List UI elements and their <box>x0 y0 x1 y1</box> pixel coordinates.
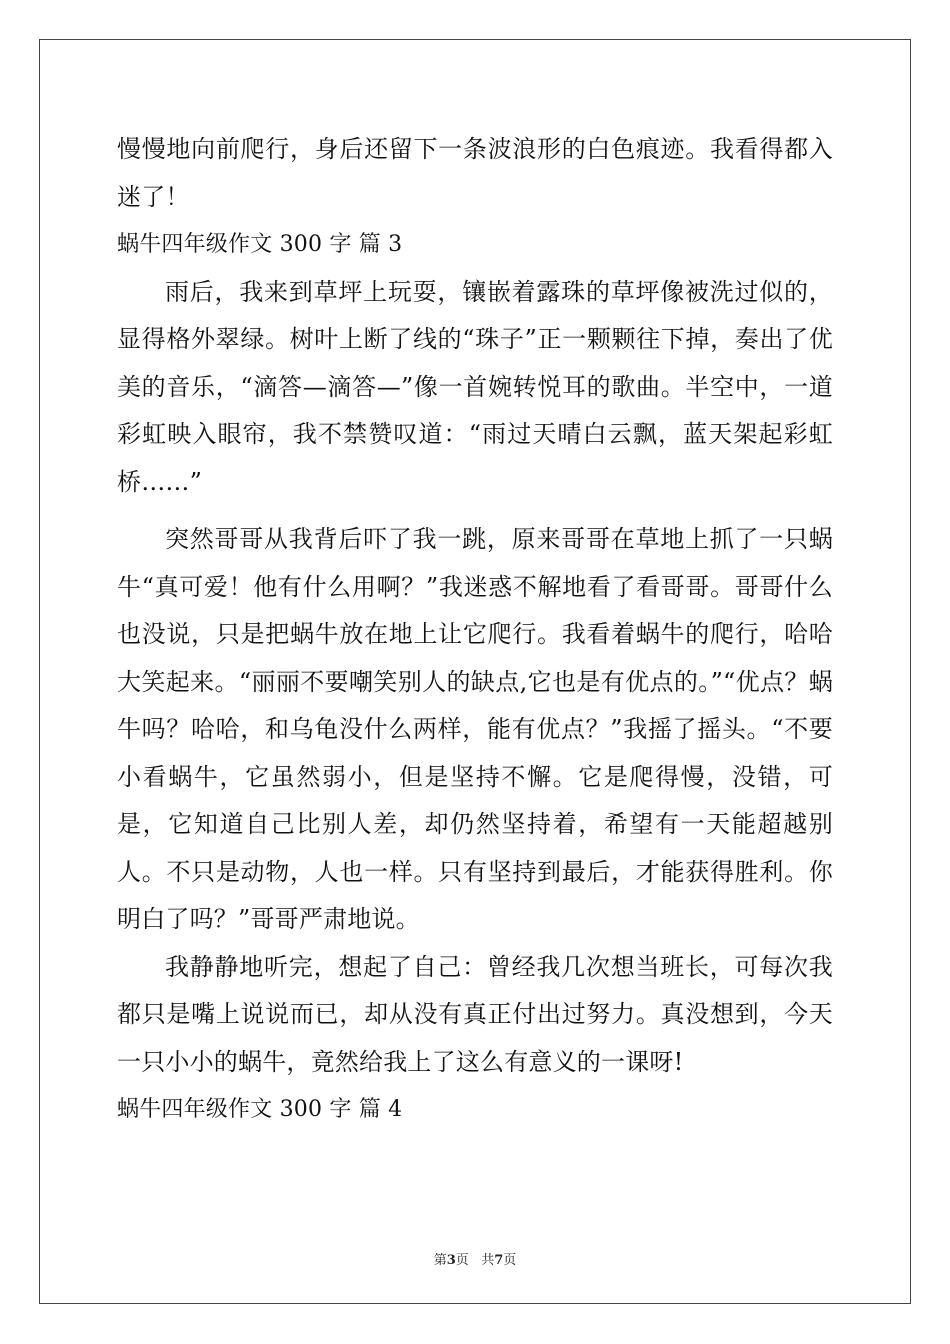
paragraph-reflection: 我静静地听完，想起了自己：曾经我几次想当班长，可每次我都只是嘴上说说而已，却从没有真正付出过努力。真没想到，今天一只小小的蜗牛，竟然给我上了这么有意义的一课呀! <box>117 952 833 1076</box>
section-heading-4: 蜗牛四年级作文 300 字 篇 4 <box>117 1097 403 1122</box>
footer-prefix: 第 <box>433 1253 447 1268</box>
section-heading-3: 蜗牛四年级作文 300 字 篇 3 <box>117 232 403 257</box>
paragraph-rain: 雨后，我来到草坪上玩耍，镶嵌着露珠的草坪像被洗过似的，显得格外翠绿。树叶上断了线的“珠子”正一颗颗往下掉，奏出了优美的音乐，“滴答—滴答—”像一首婉转悦耳的歌曲。半空中，一道彩虹映入眼帘，我不禁赞叹道：“雨过天晴白云飘，蓝天架起彩虹桥……” <box>117 277 833 496</box>
page-footer <box>0 1249 950 1268</box>
paragraph-continuation: 慢慢地向前爬行，身后还留下一条波浪形的白色痕迹。我看得都入迷了！ <box>117 135 833 211</box>
footer-total-pages: 7 <box>494 1253 504 1268</box>
paragraph-brother: 突然哥哥从我背后吓了我一跳，原来哥哥在草地上抓了一只蜗牛“真可爱！他有什么用啊？”我迷惑不解地看了看哥哥。哥哥什么也没说，只是把蜗牛放在地上让它爬行。我看着蜗牛的爬行，哈哈大笑起来。“丽丽不要嘲笑别人的缺点,它也是有优点的。”“优点？蜗牛吗？哈哈，和乌龟没什么两样，能有优点？”我摇了摇头。“不要小看蜗牛，它虽然弱小，但是坚持不懈。它是爬得慢，没错，可是，它知道自己比别人差，却仍然坚持着，希望有一天能超越别人。不只是动物，人也一样。只有坚持到最后，才能获得胜利。你明白了吗？”哥哥严肃地说。 <box>117 525 833 933</box>
document-body <box>117 126 833 1134</box>
footer-suffix: 页 <box>503 1253 517 1268</box>
footer-page-number: 3 <box>446 1253 456 1268</box>
footer-middle: 页 共 <box>455 1253 495 1268</box>
